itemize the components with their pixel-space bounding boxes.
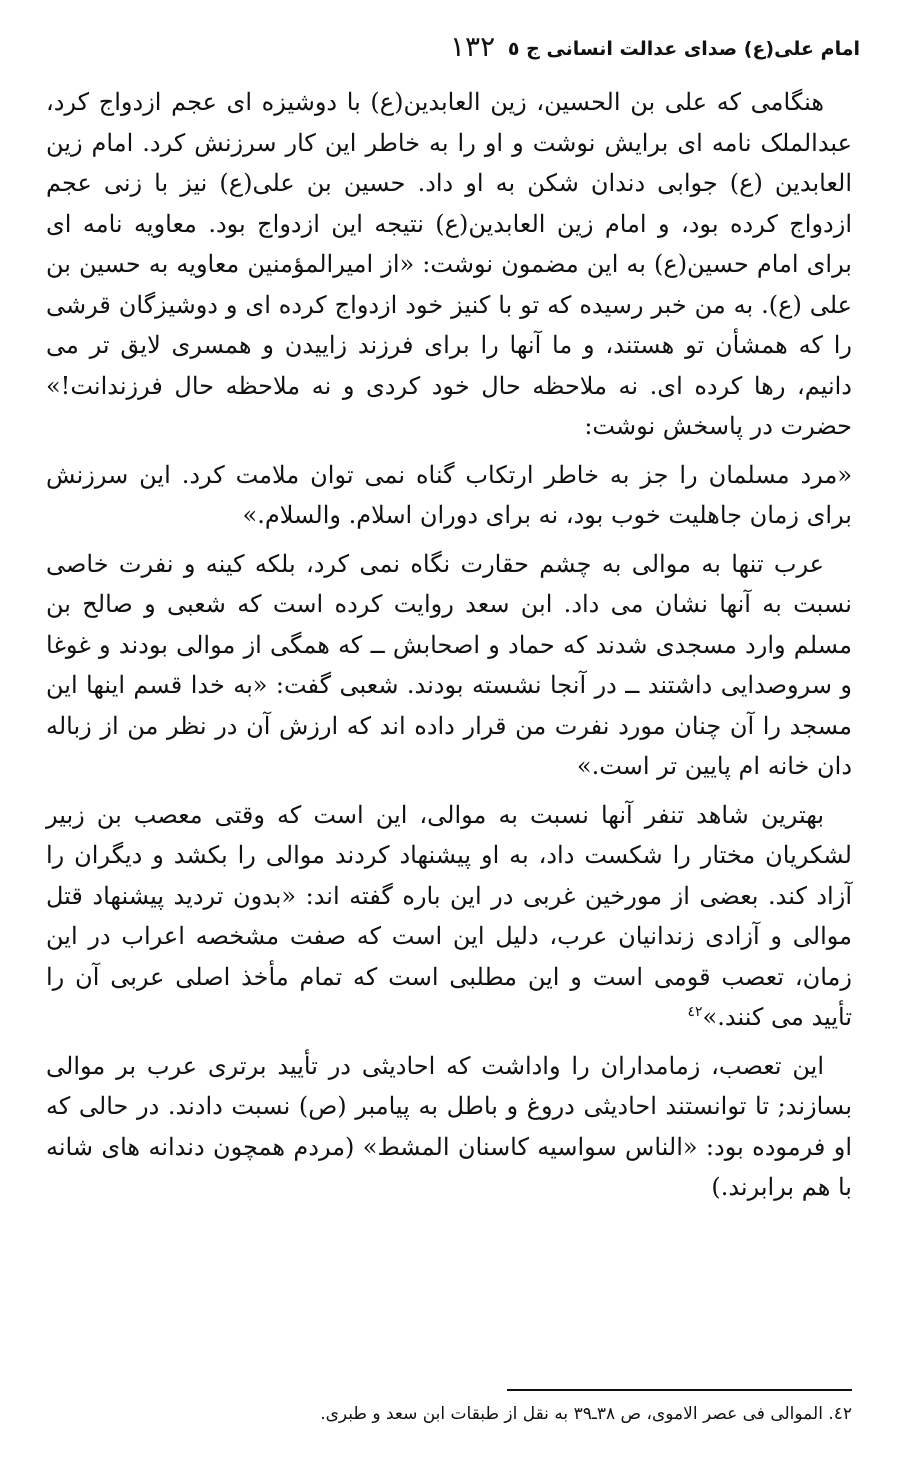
paragraph-text: بهترین شاهد تنفر آنها نسبت به موالی، این است که وقتی معصب بن زبیر لشکریان مختار را شکست داد، به او پیشنهاد کردند موالی را بکشد و دیگران را آزاد کند. بعضی از مورخین غربی در این باره گفته اند: «بدون تردید پیشنهاد قتل موالی و آزادی زندانیان عرب، دلیل این است که صفت مشخصه اعراب در این زمان، تعصب قومی است و این مطلبی است که تمام مأخذ اصلی عربی آن را تأیید می کنند.» — [46, 800, 852, 1031]
paragraph: «مرد مسلمان را جز به خاطر ارتکاب گناه نمی توان ملامت کرد. این سرزنش برای زمان جاهلیت خوب بود، نه برای دوران اسلام. والسلام.» — [46, 460, 852, 529]
paragraph: این تعصب، زمامداران را واداشت که احادیثی در تأیید برتری عرب بر موالی بسازند; تا توانستند احادیثی دروغ و باطل به پیامبر (ص) نسبت دادند. در حالی که او فرموده بود: «الناس سواسیه کاسنان المشط» (مردم همچون دندانه های شانه با هم برابرند.) — [46, 1051, 852, 1201]
paragraph: هنگامی که علی بن الحسین، زین العابدین(ع) با دوشیزه ای عجم ازدواج کرد، عبدالملک نامه ای برایش نوشت و او را به خاطر این کار سرزنش کرد. امام زین العابدین (ع) جوابی دندان شکن به او داد. حسین بن علی(ع) نیز با زنی عجم ازدواج کرده بود، و امام زین العابدین(ع) نتیجه این ازدواج بود. معاویه نامه ای برای امام حسین(ع) به این مضمون نوشت: «از امیرالمؤمنین معاویه به حسین بن علی (ع). به من خبر رسیده که تو با کنیز خود ازدواج کرده ای و دوشیزگان قرشی را که همشأن تو هستند، و ما آنها را برای فرزند زاییدن و همسری لایق تر می دانیم، رها کرده ای. نه ملاحظه حال خود کردی و نه ملاحظه حال فرزندانت!» حضرت در پاسخش نوشت: — [46, 88, 852, 440]
paragraph-text: عرب تنها به موالی به چشم حقارت نگاه نمی کرد، بلکه کینه و نفرت خاصی نسبت به آنها نشان می داد. ابن سعد روایت کرده است که شعبی و صالح بن مسلم وارد مسجدی شدند که حماد و اصحابش ــ که همگی از موالی بودند و غوغا و سروصدایی داشتند ــ در آنجا نشسته بودند. شعبی گفت: «به خدا قسم اینها این مسجد را آن چنان مورد نفرت من قرار داده اند که ارزش آن در نظر من از زباله دان خانه ام پایین تر است.» — [46, 549, 853, 780]
footnote-divider — [507, 1389, 852, 1391]
running-title: امام علی(ع) صدای عدالت انسانی ج ٥ — [507, 38, 860, 60]
page-header — [40, 30, 860, 70]
footnote-marker: ٤٢ — [687, 1004, 703, 1020]
body-text — [46, 82, 852, 1216]
footnote: ٤٢. الموالی فی عصر الاموی، ص ٣٨ـ٣٩ به نقل از طبقات ابن سعد و طبری. — [320, 1404, 852, 1424]
page-number: ١٣٢ — [450, 30, 496, 63]
paragraph — [46, 544, 852, 787]
paragraph — [46, 795, 852, 1038]
